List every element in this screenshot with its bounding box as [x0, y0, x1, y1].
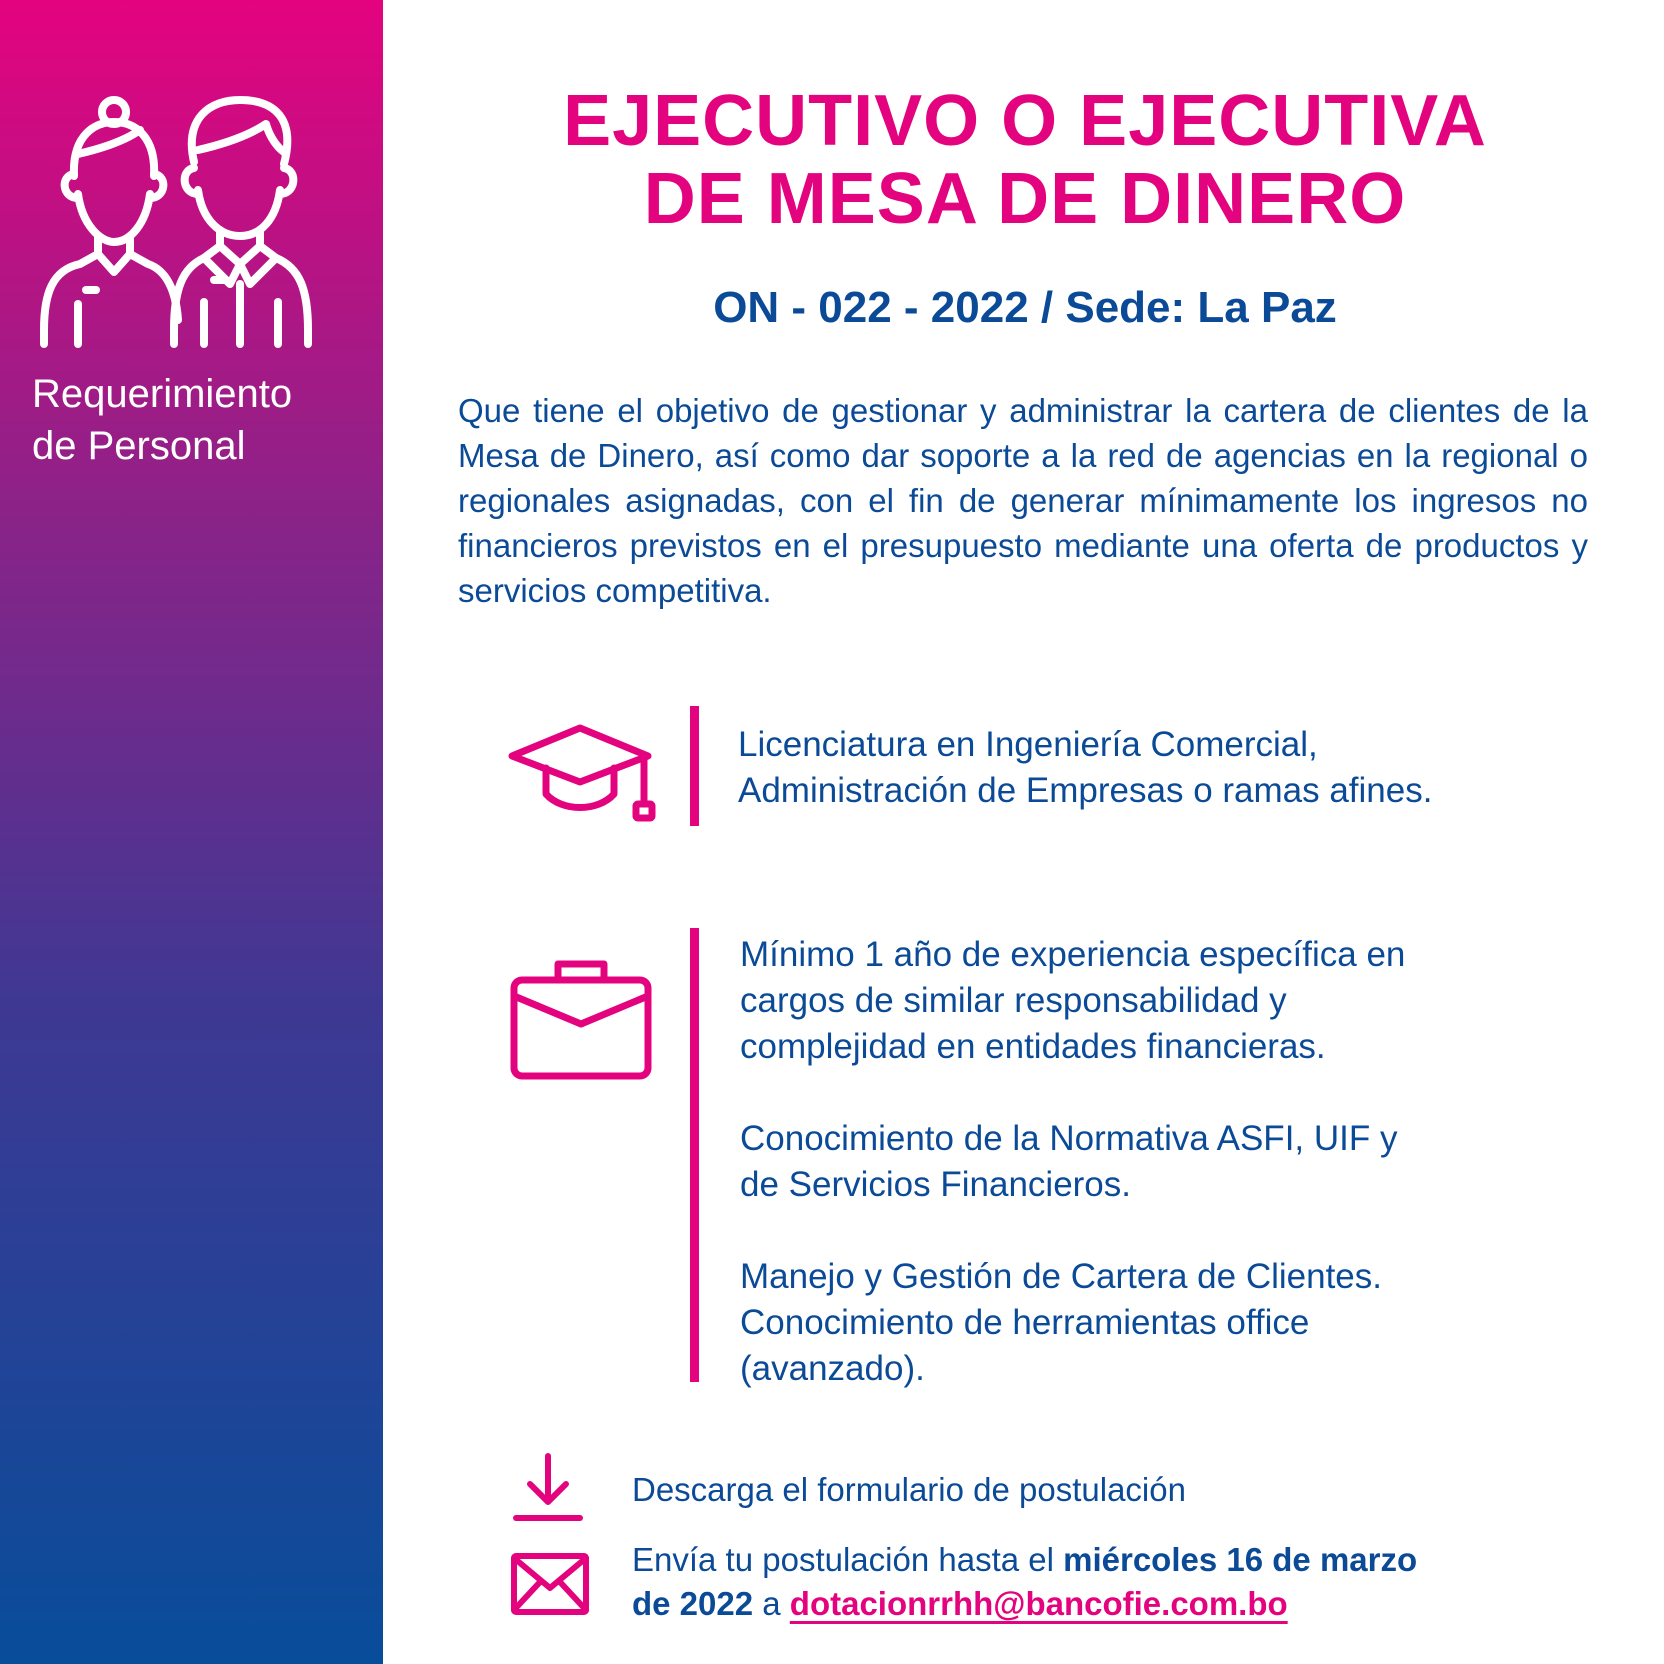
submission-date-part1: miércoles 16 de marzo: [1063, 1541, 1418, 1578]
briefcase-icon: [508, 956, 654, 1082]
spacer: [740, 1208, 1405, 1254]
experience-divider: [690, 928, 699, 1382]
people-icon: [34, 94, 334, 354]
spacer: [740, 1070, 1405, 1116]
submission-line2: [632, 1582, 1532, 1626]
education-divider: [690, 706, 699, 826]
sidebar: [0, 0, 383, 1664]
education-requirement: [738, 722, 1432, 814]
submission-info: [632, 1538, 1532, 1626]
education-line1: Licenciatura en Ingeniería Comercial,: [738, 725, 1318, 764]
download-form-link[interactable]: Descarga el formulario de postulación: [632, 1471, 1186, 1508]
experience-item-3-line2: Conocimiento de herramientas office: [740, 1303, 1310, 1342]
experience-item-1-line1: Mínimo 1 año de experiencia específica en: [740, 935, 1406, 974]
page-title: [440, 82, 1610, 238]
experience-item-3-line3: (avanzado).: [740, 1349, 925, 1388]
sidebar-label: [32, 368, 292, 472]
download-icon: [512, 1452, 584, 1524]
experience-item-1-line3: complejidad en entidades financieras.: [740, 1027, 1326, 1066]
experience-requirements: [740, 932, 1405, 1392]
submission-date-part2: de 2022: [632, 1585, 754, 1622]
job-code: ON - 022 - 2022 / Sede: La Paz: [713, 283, 1337, 332]
experience-item-3-line1: Manejo y Gestión de Cartera de Clientes.: [740, 1257, 1382, 1296]
title-line1: EJECUTIVO O EJECUTIVA: [563, 81, 1487, 161]
graduation-cap-icon: [506, 722, 670, 822]
submission-connector: a: [753, 1585, 790, 1622]
sidebar-label-line2: de Personal: [32, 424, 246, 468]
title-line2: DE MESA DE DINERO: [643, 159, 1407, 239]
job-description: Que tiene el objetivo de gestionar y administrar la cartera de clientes de la Mesa de Dinero, así como dar soporte a la red de agencias en la regional o regionales asignadas, con el fin de generar mínimamente los ingresos no financieros previstos en el presupuesto mediante una oferta de productos y servicios competitiva.: [458, 392, 1588, 609]
envelope-icon: [510, 1552, 590, 1616]
submission-line1: [632, 1538, 1532, 1582]
education-line2: Administración de Empresas o ramas afines.: [738, 771, 1433, 810]
sidebar-label-line1: Requerimiento: [32, 372, 293, 416]
submission-prefix: Envía tu postulación hasta el: [632, 1541, 1064, 1578]
email-link[interactable]: dotacionrrhh@bancofie.com.bo: [789, 1585, 1288, 1622]
experience-item-2-line1: Conocimiento de la Normativa ASFI, UIF y: [740, 1119, 1398, 1158]
experience-item-2-line2: de Servicios Financieros.: [740, 1165, 1131, 1204]
experience-item-1-line2: cargos de similar responsabilidad y: [740, 981, 1287, 1020]
